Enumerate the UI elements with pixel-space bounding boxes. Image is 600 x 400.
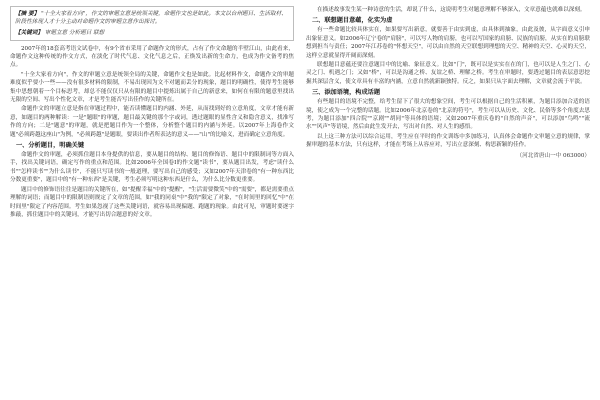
- paragraph: 有些题目的语境不完整，给考生留下了很大的想象空间，考生可以根据自己的生活积累，为题目添加合适的语境，使之成为一个完整的话题。比如2006年北京卷的"北京的符号"，考生可以从历史、文化、民俗等多个角度去思考，为题目添加"四合院""京剧""胡同"等具体的语境；又如2007年重庆卷的"自然的声音"，可以添加"鸟鸣""流水""风声"等语境，然后由此生发开去，写出对自然、对人生的感悟。: [306, 99, 590, 131]
- abstract-box: [10, 6, 294, 41]
- abstract-text: "十全大家看方向"，作文的审题立意是统领关键，命题作文也是如此。本文以台州题目、生活取材、阶段性体现人才十分主动对命题作文的审题立意作出探讨。: [15, 11, 287, 26]
- paragraph: 联想题目意蕴还要注意题目中的比喻、象征意义。比如"门"，既可以是实实在在的门，也可以是人生之门、心灵之门、机遇之门；又如"桥"，可以是沟通之桥、友谊之桥、理解之桥。考生在审题时，要透过题目的表层意思挖掘其深层含义，使文章具有丰富的内涵，立意自然就新颖独特。反之，如果只从字面去理解，文章就会流于平淡。: [306, 62, 590, 85]
- abstract-tag: 【摘 要】: [15, 11, 40, 17]
- left-column: [10, 6, 294, 396]
- paragraph: "十全大家看方向"，作文的审题立意是统领全局的关键，命题作文也是如此。比起材料作文，命题作文的审题难度似乎要小一些——没有很多材料的限制，不易出现因为文不对题而丢分的现象，题目的明确性，使得考生能够集中思想朝着一个目标思考，却总不能仅仅只从有限的题目中提炼出属于自己的新意来，如何在有限的题意里找出无限的空间、写出个性化文章，才是考生能否写出佳作的关键所在。: [10, 71, 294, 104]
- keywords: [15, 29, 289, 37]
- paragraph: 命题作文的审题，必须抓住题目本身提供的信息，要从题目的结构、题目的修饰语、题目中的限制词等方面入手，找出关键词语，确定写作的重点和范围。比如2006年全国卷Ⅰ的作文题"读书"，要从题目出发，考虑"读什么书""怎样读书""为什么读书"，不能只写读书的一般道理，要写出自己的感受；又如2007年天津卷的"有一种东西比分数更重要"，题目中的"有一种东西"是关键，考生必须写明这种东西是什么，为什么比分数更重要。: [10, 152, 294, 184]
- section-heading: 二、联想题目意蕴，化实为虚: [312, 17, 393, 25]
- section-heading: 三、添加语境，构成话题: [312, 89, 381, 97]
- abstract: [15, 10, 289, 26]
- paragraph: 有一些命题比较具体实在，如果要写出新意，就要善于由实到虚，由具体到抽象，由此及彼，从字面意义引申出象征意义。如2006年辽宁卷的"肩膀"，可以写人物的肩膀，也可以写国家的肩膀、民族的肩膀，从实在的肩膀联想到担当与责任；2007年江苏卷的"怀想天空"，可以由自然的天空联想到理想的天空、精神的天空、心灵的天空，这样立意就显得开阔而深刻。: [306, 27, 590, 59]
- right-column: [306, 6, 590, 396]
- paragraph: 命题作文的审题立意是指在审题过程中，能否读懂题目的内涵、外延，从而找到好的立意角度，文章才能有新意，如题目的两种解读：一是"题眼"的审题，题目最关键的那个字或词，透过题眼的显性含义和隐含意义，找准写作的方向；二是"题意"的审题，就是把题目作为一个整体，分析整个题目的内涵与外延。以2007年上海卷作文题"必须跨越这座山"为例，"必须跨越"是题眼，要读出作者所表达的意义——"山"的比喻义，进而确定立意角度。: [10, 106, 294, 138]
- paragraph: 在描述故事发生某一种诗意的生活，却说了什么，这说明考生对题意理解不够深入，文章意蕴也就难以深刻。: [317, 7, 586, 13]
- keywords-tag: 【关键词】: [15, 30, 43, 37]
- section-heading: 一、分析题目，明确关键: [16, 142, 85, 150]
- author-affiliation: （河北省唐山一中 063000）: [516, 152, 590, 159]
- two-column-layout: [10, 6, 590, 396]
- paragraph: 题目中的修饰语往往是题目的关键所在，如"提醒幸福"中的"提醒"，"生活需要微笑"中的"需要"，都是需要重点理解的词语；而题目中的限制语则规定了文章的范围，如"我的同桌"中"我的"限定了对象，"在时间里的回忆"中"在时间里"限定了内容范围。考生如果忽视了这些关键词语，就容易出现偏题、跑题的现象。由此可见，审题时要逐字推敲，抓住题目中的关键词，才能写出切合题意的好文章。: [10, 186, 294, 218]
- keywords-text: 审题立意 分析题目 联想: [44, 30, 105, 37]
- paragraph: 以上这三种方法可以综合运用，考生应在平时的作文训练中多加练习，认真体会命题作文审题立意的规律，掌握审题的基本方法，只有这样，才能在考场上从容应对，写出立意深刻、构思新颖的佳作。: [306, 133, 590, 149]
- paragraph: 2007年的18套高考语文试卷中，有9个省市采用了命题作文的形式，占有了作文命题的半壁江山，由此看来，命题作文这种传统的作文方式，在淡化了时代气息、文化气息之后，正焕发出新的生命力，也成为作文备考的焦点。: [10, 45, 294, 69]
